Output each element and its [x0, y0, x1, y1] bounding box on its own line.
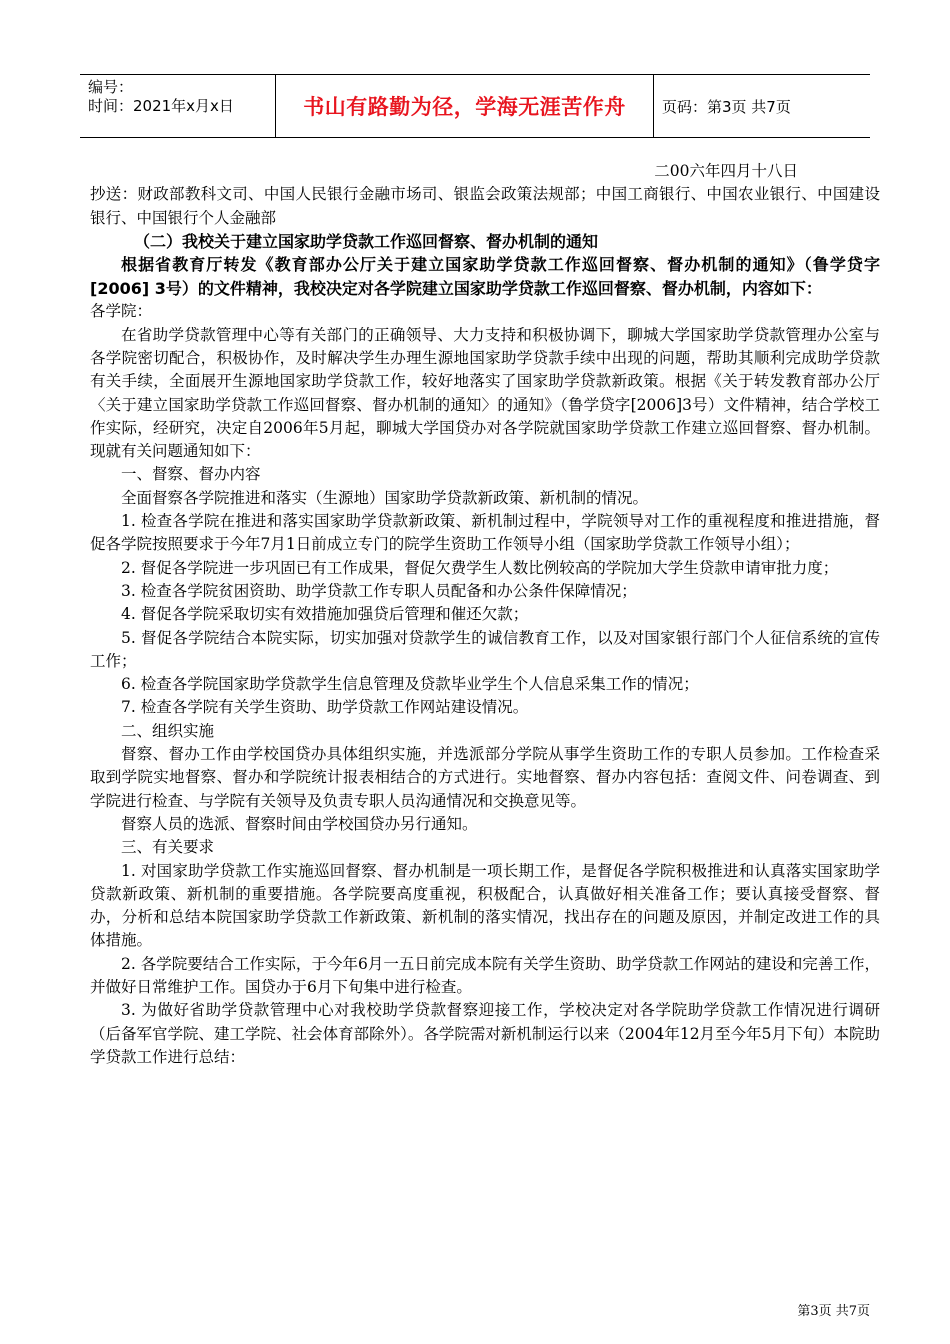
- list-item: 5. 督促各学院结合本院实际，切实加强对贷款学生的诚信教育工作，以及对国家银行部门个人征信系统的宣传工作；: [90, 628, 880, 670]
- header-meta: [80, 75, 276, 137]
- paragraph: 在省助学贷款管理中心等有关部门的正确领导、大力支持和积极协调下，聊城大学国家助学贷款管理办公室与各学院密切配合，积极协作，及时解决学生办理生源地国家助学贷款手续中出现的问题，帮助其顺利完成助学贷款有关手续，全面展开生源地国家助学贷款工作，较好地落实了国家助学贷款新政策。根据《关于转发教育部办公厅〈关于建立国家助学贷款工作巡回督察、督办机制的通知〉的通知》（鲁学贷字[2006]3号）文件精神，结合学校工作实际，经研究，决定自2006年5月起，聊城大学国贷办对各学院就国家助学贷款工作建立巡回督察、督办机制。现就有关问题通知如下：: [90, 325, 880, 461]
- heading-content: 一、督察、督办内容: [121, 465, 261, 484]
- document-date: 二00六年四月十八日: [654, 162, 798, 180]
- heading-organization: 二、组织实施: [121, 721, 215, 740]
- page-footer: 第3页 共7页: [797, 1304, 870, 1319]
- list-item: 1. 检查各学院在推进和落实国家助学贷款新政策、新机制过程中，学院领导对工作的重视程度和推进措施，督促各学院按照要求于今年7月1日前成立专门的院学生资助工作领导小组（国家助学贷款工作领导小组）；: [90, 512, 880, 554]
- paragraph: 督察人员的选派、督察时间由学校国贷办另行通知。: [121, 814, 478, 833]
- cc-list: 抄送：财政部教科文司、中国人民银行金融市场司、银监会政策法规部；中国工商银行、中国农业银行、中国建设银行、中国银行个人金融部: [90, 185, 880, 227]
- list-item: 3. 检查各学院贫困资助、助学贷款工作专职人员配备和办公条件保障情况；: [121, 581, 637, 600]
- salutation: 各学院：: [90, 302, 153, 321]
- paragraph: 督察、督办工作由学校国贷办具体组织实施，并选派部分学院从事学生资助工作的专职人员参加。工作检查采取到学院实地督察、督办和学院统计报表相结合的方式进行。实地督察、督办内容包括：查阅文件、问卷调查、到学院进行检查、与学院有关领导及负责专职人员沟通情况和交换意见等。: [90, 745, 880, 810]
- document-time-label: 时间：2021年x月x日: [88, 97, 234, 115]
- list-item: 3. 为做好省助学贷款管理中心对我校助学贷款督察迎接工作，学校决定对各学院助学贷款工作情况进行调研（后备军官学院、建工学院、社会体育部除外）。各学院需对新机制运行以来（2004年12月至今年5月下旬）本院助学贷款工作进行总结：: [90, 1001, 880, 1066]
- section-title: （二）我校关于建立国家助学贷款工作巡回督察、督办机制的通知: [134, 231, 599, 251]
- paragraph: 全面督察各学院推进和落实（生源地）国家助学贷款新政策、新机制的情况。: [121, 488, 649, 507]
- header-motto: 书山有路勤为径，学海无涯苦作舟: [276, 75, 654, 137]
- header-page-number: 页码：第3页 共7页: [662, 97, 791, 116]
- list-item: 2. 督促各学院进一步巩固已有工作成果，督促欠费学生人数比例较高的学院加大学生贷款申请审批力度；: [121, 558, 839, 577]
- list-item: 1. 对国家助学贷款工作实施巡回督察、督办机制是一项长期工作，是督促各学院积极推进和认真落实国家助学贷款新政策、新机制的重要措施。各学院要高度重视，积极配合，认真做好相关准备工作；要认真接受督察、督办，分析和总结本院国家助学贷款工作新政策、新机制的落实情况，找出存在的问题及原因，并制定改进工作的具体措施。: [90, 861, 880, 950]
- list-item: 6. 检查各学院国家助学贷款学生信息管理及贷款毕业学生个人信息采集工作的情况；: [121, 675, 699, 694]
- intro-paragraph: 根据省教育厅转发《教育部办公厅关于建立国家助学贷款工作巡回督察、督办机制的通知》（鲁学贷字[2006] 3号）的文件精神，我校决定对各学院建立国家助学贷款工作巡回督察、督办机制，内容如下：: [90, 255, 880, 298]
- list-item: 2. 各学院要结合工作实际，于今年6月一五日前完成本院有关学生资助、助学贷款工作网站的建设和完善工作，并做好日常维护工作。国贷办于6月下旬集中进行检查。: [90, 954, 880, 996]
- page-header: [80, 74, 870, 138]
- list-item: 4. 督促各学院采取切实有效措施加强贷后管理和催还欠款；: [121, 605, 529, 624]
- list-item: 7. 检查各学院有关学生资助、助学贷款工作网站建设情况。: [121, 698, 529, 717]
- document-number-label: 编号：: [88, 78, 134, 96]
- heading-requirements: 三、有关要求: [121, 838, 215, 857]
- document-body: [90, 160, 880, 1069]
